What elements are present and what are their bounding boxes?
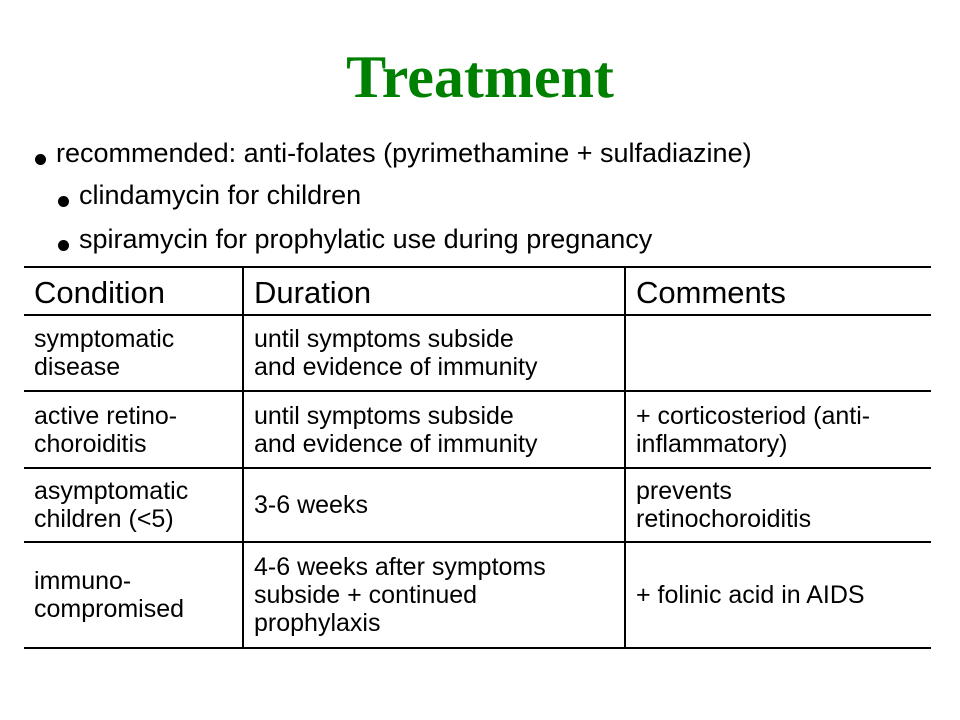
comments-cell — [625, 542, 931, 648]
comments-cell — [625, 468, 931, 542]
cell-line: and evidence of immunity — [254, 429, 538, 458]
condition-cell — [24, 315, 243, 391]
duration-cell — [243, 468, 625, 542]
cell-line: until symptoms subside — [254, 401, 514, 430]
treatment-table — [24, 266, 931, 649]
table-row — [24, 468, 931, 542]
bullet-dot-icon — [58, 196, 69, 207]
slide-title: Treatment — [346, 44, 614, 110]
table-row — [24, 542, 931, 648]
cell-line: + folinic acid in AIDS — [636, 581, 865, 609]
cell-line: retinochoroiditis — [636, 505, 812, 533]
bullet-text: recommended: anti-folates (pyrimethamine + sulfadiazine) — [56, 138, 752, 168]
duration-cell — [243, 391, 625, 468]
cell-line: 4-6 weeks after symptoms — [254, 553, 546, 581]
cell-line: subside + continued — [254, 581, 478, 609]
duration-cell — [243, 315, 625, 391]
cell-line: until symptoms subside — [254, 325, 514, 353]
bullet-dot-icon — [35, 154, 46, 165]
bullet-dot-icon — [58, 240, 69, 251]
column-header-comments: Comments — [625, 267, 931, 315]
cell-line: and evidence of immunity — [254, 353, 538, 381]
duration-cell — [243, 542, 625, 648]
cell-line: children (<5) — [34, 505, 174, 533]
cell-line: prevents — [636, 477, 732, 505]
cell-line: disease — [34, 353, 121, 381]
cell-line: inflammatory) — [636, 429, 788, 458]
table-row — [24, 391, 931, 468]
table-header-row — [24, 267, 931, 315]
column-header-duration: Duration — [243, 267, 625, 315]
table-row — [24, 315, 931, 391]
cell-line: prophylaxis — [254, 609, 381, 637]
cell-line: 3-6 weeks — [254, 491, 368, 519]
cell-line: asymptomatic — [34, 477, 189, 505]
cell-line: symptomatic — [34, 325, 175, 353]
bullet-text: clindamycin for children — [79, 180, 362, 210]
bullet-text: spiramycin for prophylatic use during pregnancy — [79, 224, 653, 254]
column-header-condition: Condition — [24, 267, 243, 315]
cell-line: compromised — [34, 595, 185, 623]
condition-cell — [24, 542, 243, 648]
comments-cell — [625, 315, 931, 391]
cell-line: immuno- — [34, 567, 132, 595]
condition-cell — [24, 468, 243, 542]
condition-cell — [24, 391, 243, 468]
cell-line: choroiditis — [34, 429, 147, 458]
comments-cell — [625, 391, 931, 468]
cell-line: + corticosteriod (anti- — [636, 401, 871, 430]
cell-line: active retino- — [34, 401, 178, 430]
